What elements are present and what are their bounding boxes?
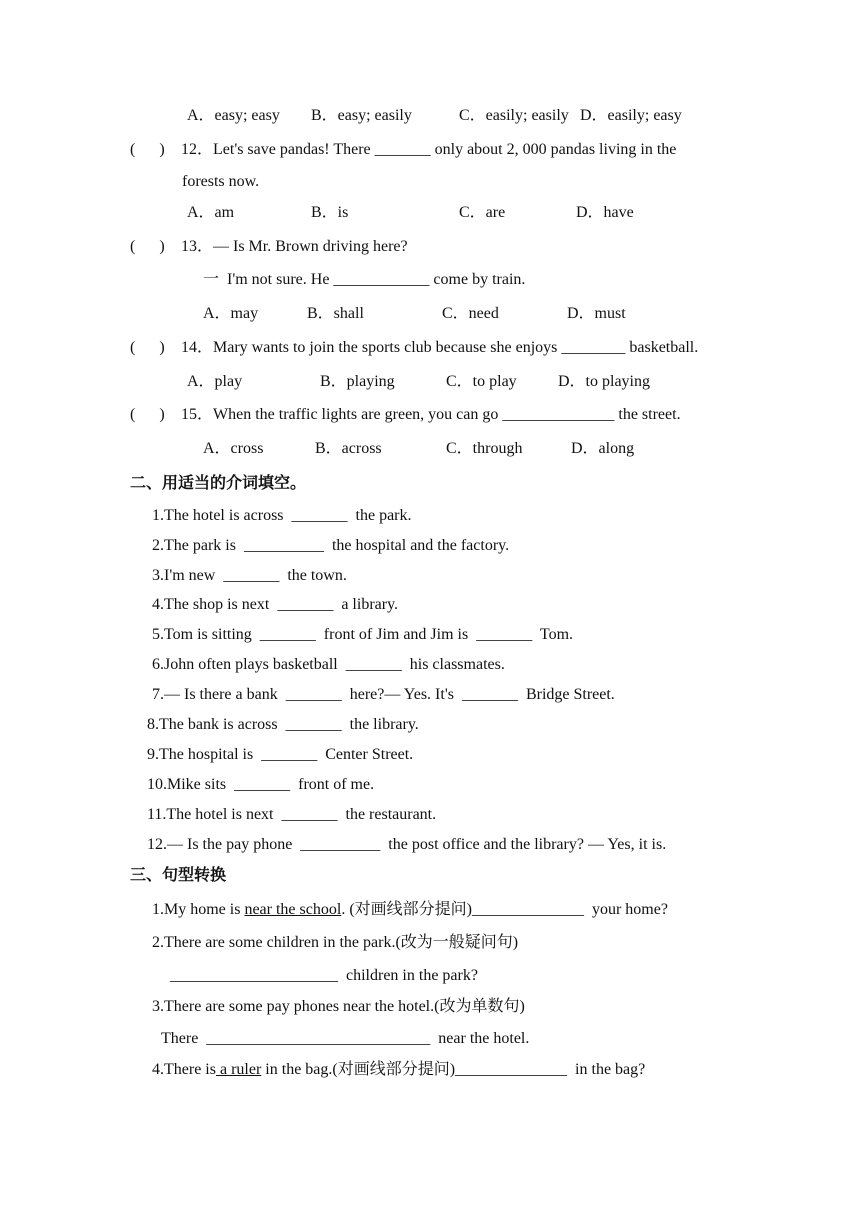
q12-stem: 12．Let's save pandas! There _______ only about 2, 000 pandas living in the [181,141,677,158]
q15-option-c: C．through [446,440,523,457]
q14-option-a: A．play [187,373,243,390]
q14-stem: 14．Mary wants to join the sports club because she enjoys ________ basketball. [181,339,699,356]
s2-item: 12.— Is the pay phone __________ the post office and the library? — Yes, it is. [147,836,667,853]
q13-option-b: B．shall [307,305,364,322]
s2-item: 1.The hotel is across _______ the park. [152,507,412,524]
q11-option-d: D．easily; easy [580,107,682,124]
q11-option-c: C．easily; easily [459,107,569,124]
q13-answer-paren[interactable]: ( ) [130,238,165,255]
q14-answer-paren[interactable]: ( ) [130,339,165,356]
s2-item: 3.I'm new _______ the town. [152,567,347,584]
q11-option-a: A．easy; easy [187,107,280,124]
q15-option-b: B．across [315,440,382,457]
s2-item: 7.— Is there a bank _______ here?— Yes. It's _______ Bridge Street. [152,686,615,703]
q15-option-d: D．along [571,440,635,457]
q13-option-a: A．may [203,305,259,322]
s3-item-1-underlined: near the school [244,901,342,918]
q12-answer-paren[interactable]: ( ) [130,141,165,158]
s2-item: 2.The park is __________ the hospital and the factory. [152,537,510,554]
s3-item-1 [152,900,668,920]
s3-item-1-post: . (对画线部分提问)______________ your home? [341,901,668,918]
q14-option-c: C．to play [446,373,517,390]
s3-item-3-answer: There ____________________________ near the hotel. [161,1030,530,1047]
s2-item: 10.Mike sits _______ front of me. [147,776,375,793]
q13-option-c: C．need [442,305,499,322]
s3-item-2: 2.There are some children in the park.(改为一般疑问句) [152,934,519,951]
s2-item: 5.Tom is sitting _______ front of Jim and Jim is _______ Tom. [152,626,574,643]
q11-option-b: B．easy; easily [311,107,412,124]
q15-answer-paren[interactable]: ( ) [130,406,165,423]
s3-item-4-pre: 4.There is [152,1061,216,1078]
s3-item-2-answer: _____________________ children in the park? [170,967,478,984]
s3-item-4-underlined: a ruler [215,1061,262,1078]
q13-stem-cont: 一 I'm not sure. He ____________ come by train. [203,271,526,288]
q12-option-d: D．have [576,204,634,221]
s2-item: 6.John often plays basketball _______ his classmates. [152,656,505,673]
q12-option-a: A．am [187,204,235,221]
q12-option-c: C．are [459,204,506,221]
section3-heading: 三、句型转换 [130,865,227,884]
q14-option-b: B．playing [320,373,395,390]
s2-item: 9.The hospital is _______ Center Street. [147,746,414,763]
s3-item-3: 3.There are some pay phones near the hotel.(改为单数句) [152,998,525,1015]
s2-item: 11.The hotel is next _______ the restaurant. [147,806,437,823]
q13-stem: 13．— Is Mr. Brown driving here? [181,238,408,255]
q13-option-d: D．must [567,305,626,322]
q12-stem-cont: forests now. [182,173,260,190]
q12-option-b: B．is [311,204,349,221]
s3-item-4 [152,1060,645,1080]
s3-item-4-post: in the bag.(对画线部分提问)______________ in the bag? [261,1061,646,1078]
section2-heading: 二、用适当的介词填空。 [130,473,307,492]
s3-item-1-pre: 1.My home is [152,901,245,918]
s2-item: 8.The bank is across _______ the library. [147,716,419,733]
q15-stem: 15．When the traffic lights are green, you can go ______________ the street. [181,406,681,423]
q14-option-d: D．to playing [558,373,650,390]
s2-item: 4.The shop is next _______ a library. [152,596,399,613]
q15-option-a: A．cross [203,440,264,457]
